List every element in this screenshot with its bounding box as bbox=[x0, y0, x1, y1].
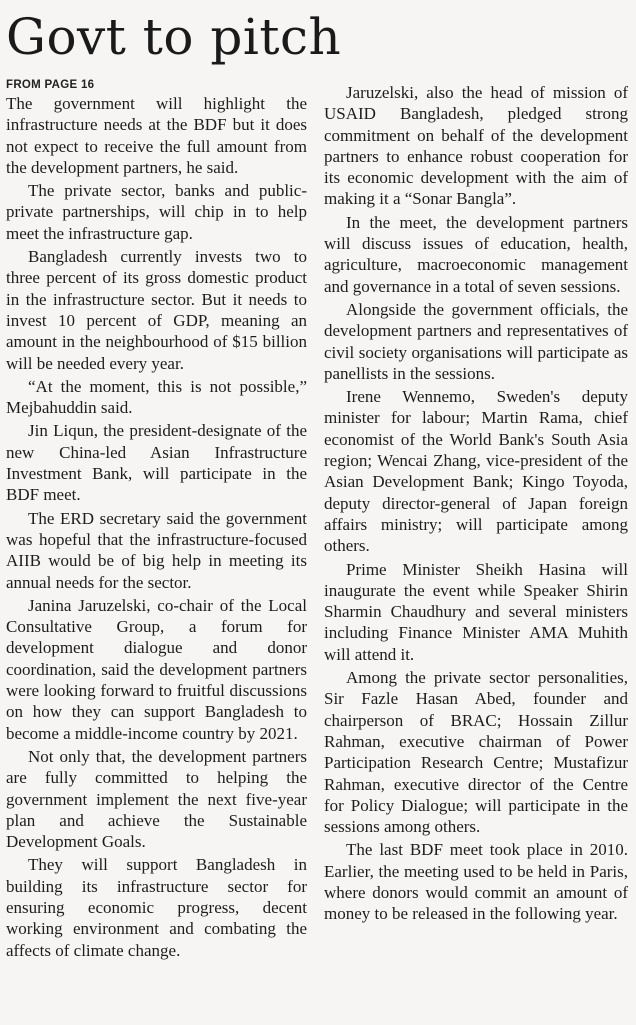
paragraph: The government will highlight the infrastructure needs at the BDF but it does not expect to receive the full amount from the development partners, he said. bbox=[6, 94, 307, 177]
paragraph: Jaruzelski, also the head of mission of USAID Bangladesh, pledged strong commitment on behalf of the development partners to enhance robust cooperation for its economic development with the aim of making it a “Sonar Bangla”. bbox=[324, 83, 628, 209]
headline: Govt to pitch bbox=[6, 8, 342, 66]
paragraph: The private sector, banks and public-private partnerships, will chip in to help meet the infrastructure gap. bbox=[6, 181, 307, 243]
paragraph: They will support Bangladesh in building its infrastructure sector for ensuring economic progress, decent working environment and combating the affects of climate change. bbox=[6, 855, 307, 960]
right-column bbox=[324, 82, 628, 963]
left-column bbox=[6, 78, 307, 963]
paragraph: The ERD secretary said the government was hopeful that the infrastructure-focused AIIB would be of big help in meeting its annual needs for the sector. bbox=[6, 508, 307, 592]
paragraph: Not only that, the development partners are fully committed to helping the government implement the next five-year plan and achieve the Sustainable Development Goals. bbox=[6, 746, 307, 852]
article-columns bbox=[6, 78, 628, 963]
paragraph: Bangladesh currently invests two to three percent of its gross domestic product in the infrastructure sector. But it needs to invest 10 percent of GDP, meaning an amount in the neighbourhood of $15 billion will be needed every year. bbox=[6, 247, 307, 373]
paragraph: Jin Liqun, the president-designate of the new China-led Asian Infrastructure Investment Bank, will participate in the BDF meet. bbox=[6, 421, 307, 505]
paragraph: Among the private sector personalities, Sir Fazle Hasan Abed, founder and chairperson of BRAC; Hossain Zillur Rahman, executive chairman of Power Participation Research Centre; Mustafizur Rahman, executive director of the Centre for Policy Dialogue; will participate in the sessions among others. bbox=[324, 668, 628, 837]
paragraph: Irene Wennemo, Sweden's deputy minister for labour; Martin Rama, chief economist of the World Bank's South Asia region; Wencai Zhang, vice-president of the Asian Development Bank; Kingo Toyoda, deputy director-general of Japan foreign affairs ministry; will participate among others. bbox=[324, 387, 628, 556]
paragraph: “At the moment, this is not possible,” Mejbahuddin said. bbox=[6, 376, 307, 418]
paragraph: Alongside the government officials, the development partners and representatives of civil society organisations will participate as panellists in the sessions. bbox=[324, 299, 628, 383]
paragraph: Janina Jaruzelski, co-chair of the Local Consultative Group, a forum for development dialogue and donor coordination, said the development partners were looking forward to fruitful discussions on how they can support Bangladesh to become a middle-income country by 2021. bbox=[6, 595, 307, 743]
continuation-kicker: FROM PAGE 16 bbox=[6, 79, 95, 91]
paragraph: The last BDF meet took place in 2010. Earlier, the meeting used to be held in Paris, where donors would commit an amount of money to be released in the following year. bbox=[324, 840, 628, 924]
paragraph: Prime Minister Sheikh Hasina will inaugurate the event while Speaker Shirin Sharmin Chaudhury and several ministers including Finance Minister AMA Muhith will attend it. bbox=[324, 559, 628, 664]
paragraph: In the meet, the development partners will discuss issues of education, health, agriculture, macroeconomic management and governance in a total of seven sessions. bbox=[324, 212, 628, 296]
